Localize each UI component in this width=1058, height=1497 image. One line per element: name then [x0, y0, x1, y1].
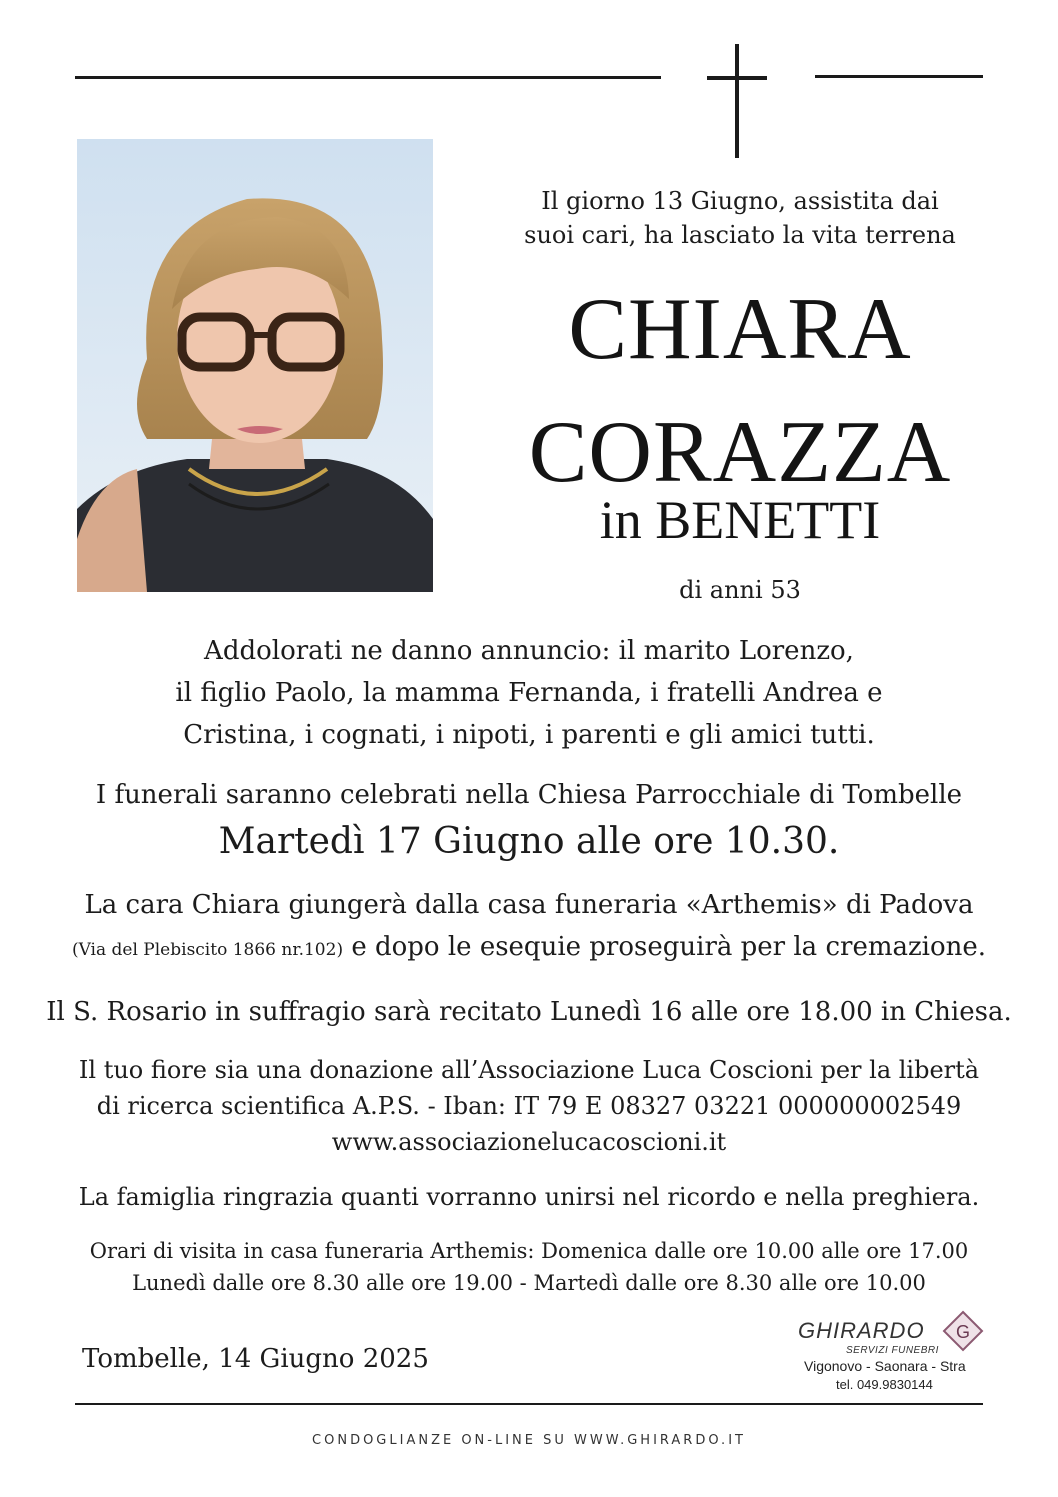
deceased-age: di anni 53 — [679, 576, 801, 604]
deceased-married-name: in BENETTI — [599, 490, 881, 550]
announcement — [40, 630, 1018, 756]
place-date: Tombelle, 14 Giugno 2025 — [82, 1344, 429, 1374]
visiting-hours — [40, 1235, 1018, 1299]
intro-text — [450, 184, 1030, 252]
intro-line-1: Il giorno 13 Giugno, assistita dai — [541, 187, 939, 215]
deceased-last-name: CORAZZA — [528, 404, 952, 501]
funeral-datetime: Martedì 17 Giugno alle ore 10.30. — [218, 821, 840, 862]
donation-website-link[interactable]: www.associazionelucacoscioni.it — [331, 1128, 727, 1156]
bottom-rule — [75, 1403, 983, 1405]
logo-subtitle: SERVIZI FUNEBRI — [846, 1345, 939, 1356]
visiting-hours-line-2: Lunedì dalle ore 8.30 alle ore 19.00 - Martedì dalle ore 8.30 alle ore 10.00 — [132, 1271, 926, 1295]
top-rule-right — [815, 75, 983, 78]
logo-letter: G — [955, 1322, 971, 1342]
footer-condolences-link[interactable]: CONDOGLIANZE ON-LINE SU WWW.GHIRARDO.IT — [312, 1433, 746, 1448]
announcement-line-2: il figlio Paolo, la mamma Fernanda, i fratelli Andrea e — [175, 678, 883, 708]
logo-name: GHIRARDO — [798, 1318, 925, 1343]
arrival-address: (Via del Plebiscito 1866 nr.102) — [71, 940, 344, 960]
announcement-line-3: Cristina, i cognati, i nipoti, i parenti e gli amici tutti. — [183, 720, 875, 750]
funeral-home-logo — [790, 1308, 990, 1398]
logo-telephone: tel. 049.9830144 — [836, 1377, 933, 1392]
announcement-line-1: Addolorati ne danno annuncio: il marito Lorenzo, — [204, 636, 854, 666]
arrival-line-2-rest: e dopo le esequie proseguirà per la cremazione. — [343, 932, 987, 962]
funeral-location: I funerali saranno celebrati nella Chiesa Parrocchiale di Tombelle — [95, 780, 963, 810]
portrait-photo — [77, 139, 433, 592]
visiting-hours-line-1: Orari di visita in casa funeraria Arthemis: Domenica dalle ore 10.00 alle ore 17.00 — [89, 1239, 969, 1263]
donation-line-2: di ricerca scientifica A.P.S. - Iban: IT 79 E 08327 03221 000000002549 — [96, 1092, 962, 1120]
deceased-first-name: CHIARA — [568, 281, 912, 378]
intro-line-2: suoi cari, ha lasciato la vita terrena — [524, 221, 956, 249]
logo-places: Vigonovo - Saonara - Stra — [804, 1358, 966, 1374]
top-rule-left — [75, 76, 661, 79]
arrival-line-2 — [40, 930, 1018, 967]
logo-diamond-icon — [942, 1310, 984, 1352]
donation — [40, 1052, 1018, 1160]
rosary-text: Il S. Rosario in suffragio sarà recitato Lunedì 16 alle ore 18.00 in Chiesa. — [46, 997, 1012, 1027]
donation-line-1: Il tuo fiore sia una donazione all’Associazione Luca Coscioni per la libertà — [78, 1056, 980, 1084]
arrival-line-1: La cara Chiara giungerà dalla casa funeraria «Arthemis» di Padova — [84, 890, 974, 920]
thanks-text: La famiglia ringrazia quanti vorranno unirsi nel ricordo e nella preghiera. — [78, 1183, 980, 1211]
